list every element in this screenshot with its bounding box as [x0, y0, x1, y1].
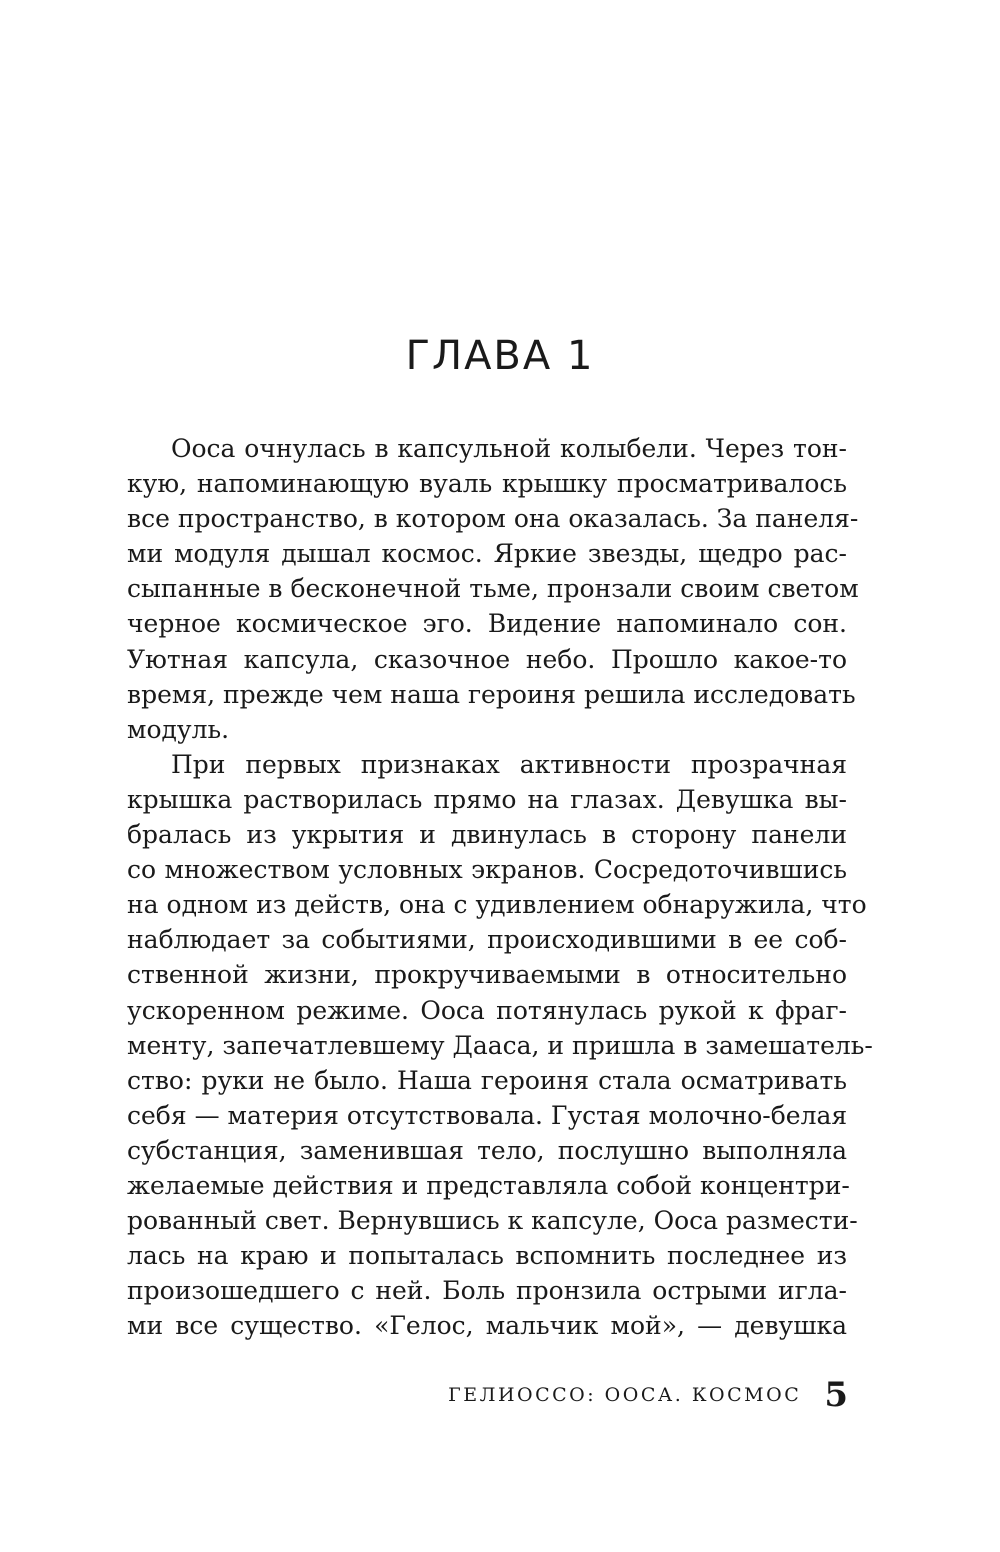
paragraph-2	[127, 747, 873, 1344]
chapter-title: ГЛАВА 1	[405, 333, 595, 379]
text-line: на одном из действ, она с удивлением обнаружила, что	[127, 890, 867, 920]
text-line: ство: руки не было. Наша героиня стала осматривать	[127, 1065, 847, 1095]
text-line: бралась из укрытия и двинулась в сторону панели	[127, 820, 847, 850]
text-line: наблюдает за событиями, происходившими в ее соб-	[127, 925, 847, 955]
text-line: ми все существо. «Гелос, мальчик мой», — девушка	[127, 1311, 847, 1341]
text-line: сыпанные в бесконечной тьме, пронзали своим светом	[127, 574, 859, 604]
page-footer	[0, 1375, 848, 1415]
text-line: произошедшего с ней. Боль пронзила острыми игла-	[127, 1276, 847, 1306]
text-line: все пространство, в котором она оказалась. За панеля-	[127, 504, 859, 534]
text-line: черное космическое эго. Видение напоминало сон.	[127, 609, 847, 639]
text-line: со множеством условных экранов. Сосредоточившись	[127, 855, 847, 885]
chapter-body	[127, 431, 873, 1343]
text-line: Уютная капсула, сказочное небо. Прошло какое-то	[127, 644, 847, 674]
running-head: ГЕЛИОССО: ООСА. КОСМОС	[448, 1384, 802, 1406]
text-line: желаемые действия и представляла собой концентри-	[127, 1170, 850, 1200]
text-line: При первых признаках активности прозрачная	[171, 749, 847, 779]
page-number: 5	[824, 1375, 848, 1415]
text-line: ственной жизни, прокручиваемыми в относительно	[127, 960, 847, 990]
paragraph-1	[127, 431, 859, 747]
text-line: рованный свет. Вернувшись к капсуле, Ооса размести-	[127, 1206, 858, 1236]
text-line: крышка растворилась прямо на глазах. Девушка вы-	[127, 784, 847, 814]
text-line: ми модуля дышал космос. Яркие звезды, щедро рас-	[127, 539, 847, 569]
text-line: лась на краю и попыталась вспомнить последнее из	[127, 1241, 847, 1271]
text-line: модуль.	[127, 714, 230, 744]
text-line: ускоренном режиме. Ооса потянулась рукой к фраг-	[127, 995, 847, 1025]
text-line: кую, напоминающую вуаль крышку просматривалось	[127, 469, 847, 499]
text-line: субстанция, заменившая тело, послушно выполняла	[127, 1135, 847, 1165]
text-line: Ооса очнулась в капсульной колыбели. Через тон-	[171, 434, 847, 463]
text-line: время, прежде чем наша героиня решила исследовать	[127, 679, 856, 709]
text-line: себя — материя отсутствовала. Густая молочно-белая	[127, 1100, 848, 1130]
text-line: менту, запечатлевшему Дааса, и пришла в замешатель-	[127, 1030, 873, 1060]
